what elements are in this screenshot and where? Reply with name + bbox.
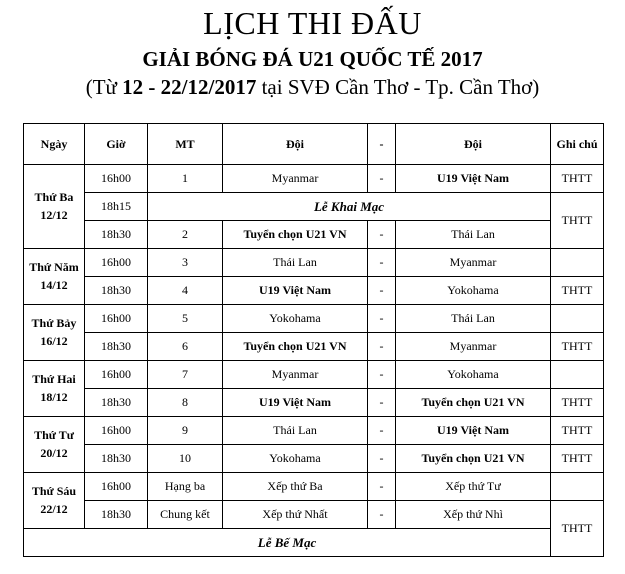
table-row [24, 165, 604, 193]
time-cell: 16h00 [85, 249, 148, 277]
team-a-cell: Yokohama [223, 305, 368, 333]
match-cell: 3 [148, 249, 223, 277]
time-cell: 18h30 [85, 333, 148, 361]
note-cell: THTT [551, 445, 604, 473]
col-header-match: MT [148, 124, 223, 165]
day-name: Thứ Năm [29, 260, 79, 275]
team-b-cell: U19 Việt Nam [396, 165, 551, 193]
separator-cell: - [368, 473, 396, 501]
day-date: 12/12 [40, 207, 68, 222]
venue-text: tại SVĐ Cần Thơ - Tp. Cần Thơ) [256, 75, 540, 99]
separator-cell: - [368, 445, 396, 473]
time-cell: 18h30 [85, 389, 148, 417]
table-row [24, 389, 604, 417]
time-cell: 18h15 [85, 193, 148, 221]
note-cell: THTT [551, 193, 604, 249]
day-cell [24, 361, 85, 417]
time-cell: 18h30 [85, 221, 148, 249]
separator-cell: - [368, 417, 396, 445]
day-cell [24, 473, 85, 529]
note-cell: THTT [551, 501, 604, 557]
separator-cell: - [368, 165, 396, 193]
match-cell: 10 [148, 445, 223, 473]
team-b-cell: Tuyển chọn U21 VN [396, 389, 551, 417]
note-cell: THTT [551, 165, 604, 193]
col-header-day: Ngày [24, 124, 85, 165]
time-cell: 16h00 [85, 165, 148, 193]
time-cell: 16h00 [85, 473, 148, 501]
time-cell: 16h00 [85, 305, 148, 333]
page-subtitle: GIẢI BÓNG ĐÁ U21 QUỐC TẾ 2017 [142, 47, 483, 71]
match-cell: 6 [148, 333, 223, 361]
team-b-cell: Yokohama [396, 277, 551, 305]
table-row [24, 333, 604, 361]
table-row [24, 361, 604, 389]
team-b-cell: Thái Lan [396, 305, 551, 333]
separator-cell: - [368, 277, 396, 305]
time-cell: 18h30 [85, 501, 148, 529]
team-b-cell: Myanmar [396, 249, 551, 277]
match-cell: 1 [148, 165, 223, 193]
day-date: 20/12 [40, 445, 68, 460]
team-a-cell: Myanmar [223, 165, 368, 193]
opening-ceremony-cell: Lễ Khai Mạc [148, 193, 551, 221]
team-a-cell: Tuyển chọn U21 VN [223, 221, 368, 249]
team-a-cell: Tuyển chọn U21 VN [223, 333, 368, 361]
table-row [24, 305, 604, 333]
table-row [24, 193, 604, 221]
table-row [24, 501, 604, 529]
schedule-table [23, 123, 604, 557]
separator-cell: - [368, 333, 396, 361]
team-a-cell: Xếp thứ Ba [223, 473, 368, 501]
separator-cell: - [368, 305, 396, 333]
table-row [24, 221, 604, 249]
table-row [24, 445, 604, 473]
separator-cell: - [368, 221, 396, 249]
note-cell: THTT [551, 389, 604, 417]
day-date: 22/12 [40, 501, 68, 516]
match-cell: Hạng ba [148, 473, 223, 501]
time-cell: 18h30 [85, 445, 148, 473]
table-row [24, 473, 604, 501]
note-cell [551, 305, 604, 333]
team-a-cell: U19 Việt Nam [223, 389, 368, 417]
day-name: Thứ Ba [34, 190, 74, 205]
day-date: 18/12 [40, 389, 68, 404]
match-cell: 8 [148, 389, 223, 417]
note-cell [551, 473, 604, 501]
team-b-cell: Yokohama [396, 361, 551, 389]
time-cell: 16h00 [85, 361, 148, 389]
date-range-prefix: (Từ [85, 75, 123, 99]
team-b-cell: Xếp thứ Tư [396, 473, 551, 501]
date-venue-line [0, 77, 625, 98]
team-b-cell: Xếp thứ Nhì [396, 501, 551, 529]
team-a-cell: U19 Việt Nam [223, 277, 368, 305]
day-cell [24, 165, 85, 249]
day-name: Thứ Sáu [31, 484, 77, 499]
match-cell: 2 [148, 221, 223, 249]
date-range: 12 - 22/12/2017 [122, 75, 257, 99]
match-cell: 4 [148, 277, 223, 305]
col-header-team-a: Đội [223, 124, 368, 165]
team-b-cell: Tuyển chọn U21 VN [396, 445, 551, 473]
col-header-note: Ghi chú [551, 124, 604, 165]
separator-cell: - [368, 389, 396, 417]
match-cell: 5 [148, 305, 223, 333]
day-name: Thứ Bảy [31, 316, 77, 331]
table-row [24, 249, 604, 277]
team-b-cell: U19 Việt Nam [396, 417, 551, 445]
table-row [24, 277, 604, 305]
match-cell: 7 [148, 361, 223, 389]
team-a-cell: Yokohama [223, 445, 368, 473]
table-header-row [24, 124, 604, 165]
note-cell [551, 361, 604, 389]
col-header-team-b: Đội [396, 124, 551, 165]
page-title: LỊCH THI ĐẤU [203, 5, 422, 41]
day-date: 14/12 [40, 277, 68, 292]
team-a-cell: Thái Lan [223, 417, 368, 445]
note-cell: THTT [551, 417, 604, 445]
match-cell: Chung kết [148, 501, 223, 529]
separator-cell: - [368, 249, 396, 277]
team-a-cell: Thái Lan [223, 249, 368, 277]
day-name: Thứ Hai [32, 372, 76, 387]
closing-ceremony-cell: Lễ Bế Mạc [24, 529, 551, 557]
separator-cell: - [368, 361, 396, 389]
table-row [24, 529, 604, 557]
day-cell [24, 417, 85, 473]
day-date: 16/12 [40, 333, 68, 348]
col-header-time: Giờ [85, 124, 148, 165]
col-header-separator: - [368, 124, 396, 165]
day-cell [24, 249, 85, 305]
time-cell: 16h00 [85, 417, 148, 445]
note-cell: THTT [551, 277, 604, 305]
team-a-cell: Myanmar [223, 361, 368, 389]
note-cell: THTT [551, 333, 604, 361]
match-cell: 9 [148, 417, 223, 445]
day-name: Thứ Tư [34, 428, 74, 443]
table-row [24, 417, 604, 445]
day-cell [24, 305, 85, 361]
separator-cell: - [368, 501, 396, 529]
team-b-cell: Thái Lan [396, 221, 551, 249]
note-cell [551, 249, 604, 277]
team-b-cell: Myanmar [396, 333, 551, 361]
team-a-cell: Xếp thứ Nhất [223, 501, 368, 529]
time-cell: 18h30 [85, 277, 148, 305]
